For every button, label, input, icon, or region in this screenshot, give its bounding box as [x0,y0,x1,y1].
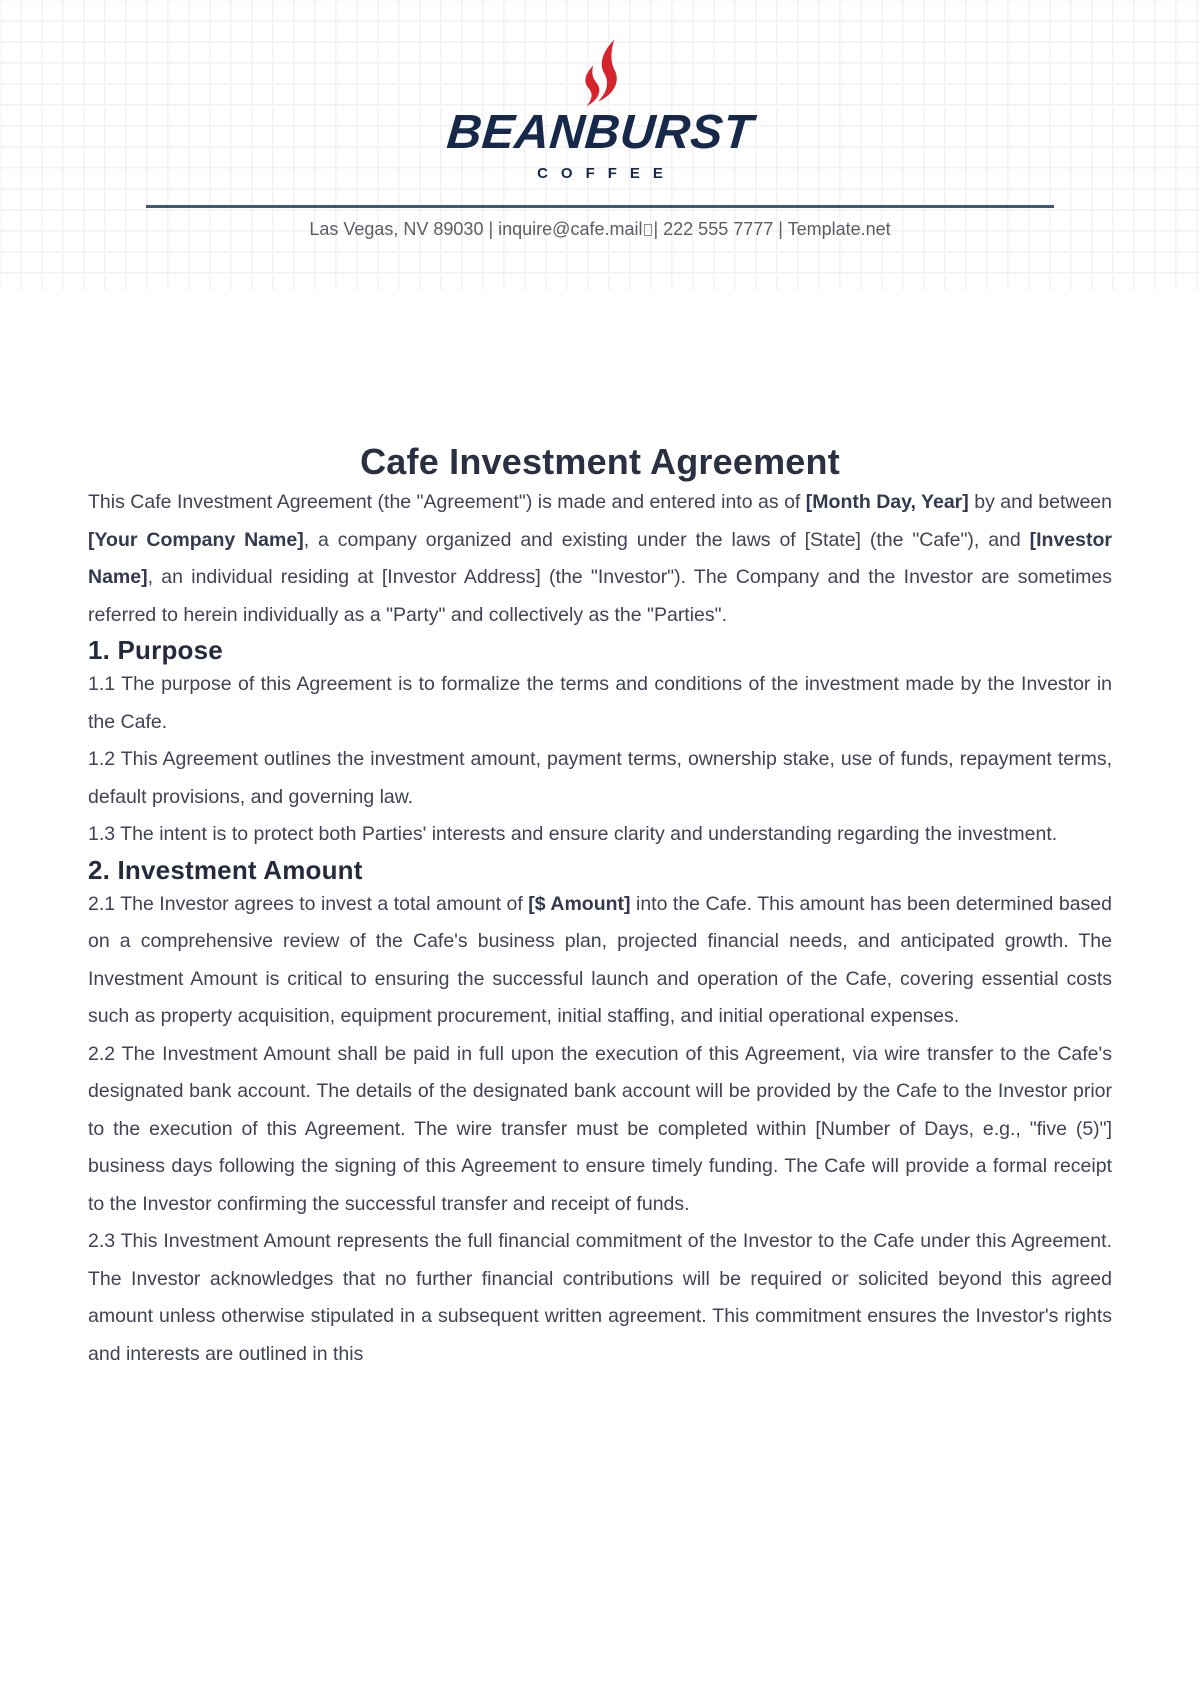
paragraph-1-1: 1.1 The purpose of this Agreement is to formalize the terms and conditions of the investment made by the Investor in the Cafe. [88,673,1112,733]
header-divider [146,205,1054,208]
contact-left: Las Vegas, NV 89030 | inquire@cafe.mail [309,219,643,240]
contact-line [0,217,1200,241]
paragraph-2-1: 2.1 The Investor agrees to invest a total amount of [$ Amount] into the Cafe. This amount has been determined based on a comprehensive review of the Cafe's business plan, projected financial needs, and anticipated growth. The Investment Amount is critical to ensuring the successful launch and operation of the Cafe, covering essential costs such as property acquisition, equipment procurement, initial staffing, and initial operational expenses. [88,892,1112,1027]
document-title: Cafe Investment Agreement [360,441,840,482]
section-heading-investment-amount: 2. Investment Amount [88,854,363,885]
paragraph-2-2: 2.2 The Investment Amount shall be paid in full upon the execution of this Agreement, via wire transfer to the Cafe's designated bank account. The details of the designated bank account will be provided by the Cafe to the Investor prior to the execution of this Agreement. The wire transfer must be completed within [Number of Days, e.g., "five (5)"] business days following the signing of this Agreement to ensure timely funding. The Cafe will provide a formal receipt to the Investor confirming the successful transfer and receipt of funds. [88,1042,1112,1215]
flame-icon [571,36,629,112]
document-body [0,440,1200,1373]
missing-glyph-box [644,224,652,236]
section-heading-purpose: 1. Purpose [88,635,223,665]
paragraph-2-3: 2.3 This Investment Amount represents the full financial commitment of the Investor to the Cafe under this Agreement. The Investor acknowledges that no further financial contributions will be required or solicited beyond this agreed amount unless otherwise stipulated in a subsequent written agreement. This commitment ensures the Investor's rights and interests are outlined in this [88,1230,1112,1365]
paragraph-1-2: 1.2 This Agreement outlines the investment amount, payment terms, ownership stake, use of funds, repayment terms, default provisions, and governing law. [88,748,1112,808]
letterhead [0,0,1200,290]
logo [0,0,1200,108]
intro-paragraph: This Cafe Investment Agreement (the "Agreement") is made and entered into as of [Month Day, Year] by and between [Your Company Name], a company organized and existing under the laws of [State] (the "Cafe"), and [Investor Name], an individual residing at [Investor Address] (the "Investor"). The Company and the Investor are sometimes referred to herein individually as a "Party" and collectively as the "Parties". [88,491,1112,626]
brand-name: BEANBURST [444,106,756,159]
contact-right: | 222 555 7777 | Template.net [653,219,891,240]
brand-tagline: COFFEE [537,165,676,183]
paragraph-1-3: 1.3 The intent is to protect both Parties' interests and ensure clarity and understanding regarding the investment. [88,823,1058,845]
